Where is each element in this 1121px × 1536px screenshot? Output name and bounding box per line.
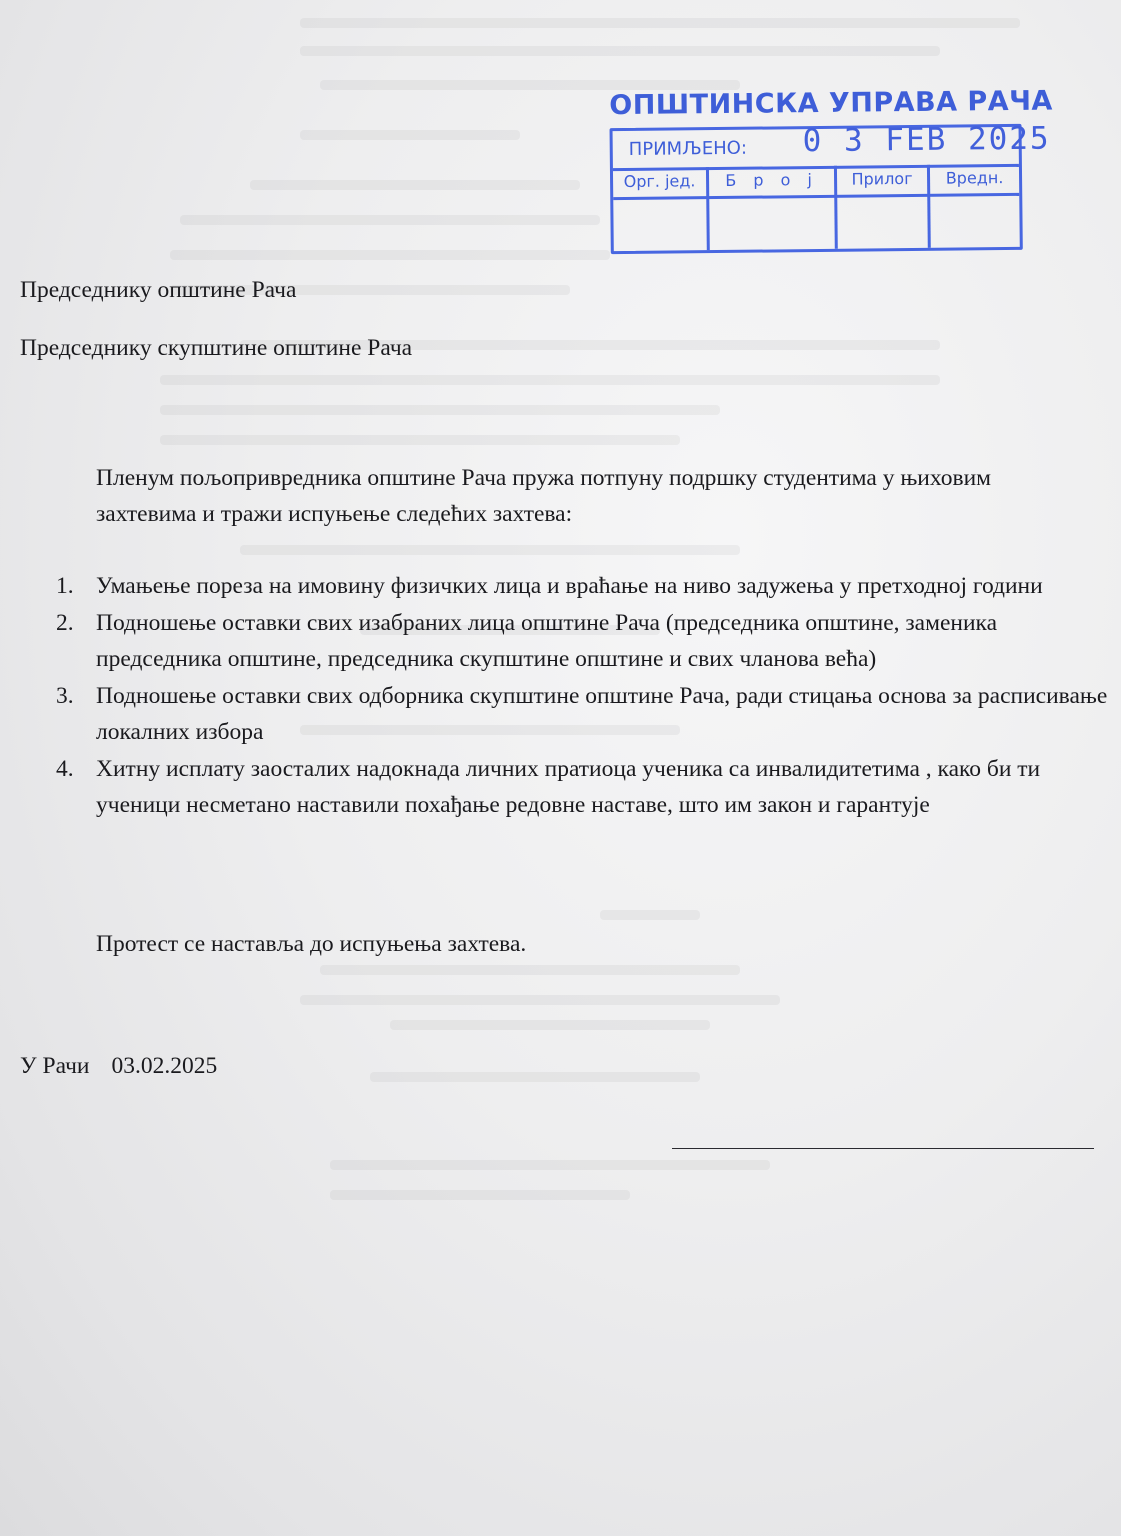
demand-text: Хитну исплату заосталих надокнада личних пратиоца ученика са инвалидитетима , како би ти ученици несметано наставили похађање редовне наставе, што им закон и гарантује	[96, 755, 1041, 818]
stamp-grid	[610, 120, 1051, 254]
stamp-column-label: Вредн.	[945, 168, 1004, 188]
recipient-assembly-president: Председнику скупштине општине Рача	[20, 335, 413, 361]
list-item	[50, 568, 1110, 605]
demand-text: Умањење пореза на имовину физичких лица и враћање на ниво задужења у претходној години	[96, 573, 1043, 599]
demand-number: 3.	[56, 682, 74, 709]
stamp-column-label: Б р о ј	[725, 169, 818, 190]
demand-number: 4.	[56, 755, 74, 782]
date: 03.02.2025	[111, 1053, 218, 1079]
demand-text: Подношење оставки свих одборника скупштине општине Рача, ради стицања основа за расписивање локалних избора	[96, 682, 1108, 745]
signature-line	[672, 1148, 1094, 1149]
demands-list	[50, 568, 1110, 824]
list-item	[50, 678, 1110, 751]
place-and-date	[20, 1052, 217, 1081]
demand-number: 1.	[56, 573, 74, 599]
stamp-column-attachment	[837, 165, 931, 249]
recipient-president: Председнику општине Рача	[20, 277, 297, 303]
stamp-column-org-unit	[613, 167, 710, 251]
stamp-column-label: Прилог	[851, 168, 913, 189]
stamp-received-label: ПРИМЉЕНО:	[628, 137, 748, 160]
place: У Рачи	[20, 1053, 90, 1079]
stamp-column-value	[930, 164, 1020, 248]
intro-paragraph: Пленум пољопривредника општине Рача пружа потпуну подршку студентима у њиховим захтевима и тражи испуњење следећих захтева:	[96, 465, 992, 527]
demand-text: Подношење оставки свих изабраних лица општине Рача (председника општине, заменика председника општине, председника скупштине општине и свих чланова већа)	[96, 609, 998, 672]
demand-number: 2.	[56, 609, 74, 636]
stamp-title: ОПШТИНСКА УПРАВА РАЧА	[609, 85, 1053, 122]
stamp-column-label: Орг. јед.	[623, 171, 696, 192]
closing-statement: Протест се наставља до испуњења захтева.	[96, 931, 527, 957]
stamp-received-date: 0 3 FEB 2025	[802, 120, 1051, 160]
stamp-column-number	[709, 166, 838, 250]
list-item	[50, 751, 1110, 824]
list-item	[50, 605, 1110, 678]
received-stamp	[603, 84, 1053, 262]
stamp-columns	[613, 164, 1020, 251]
